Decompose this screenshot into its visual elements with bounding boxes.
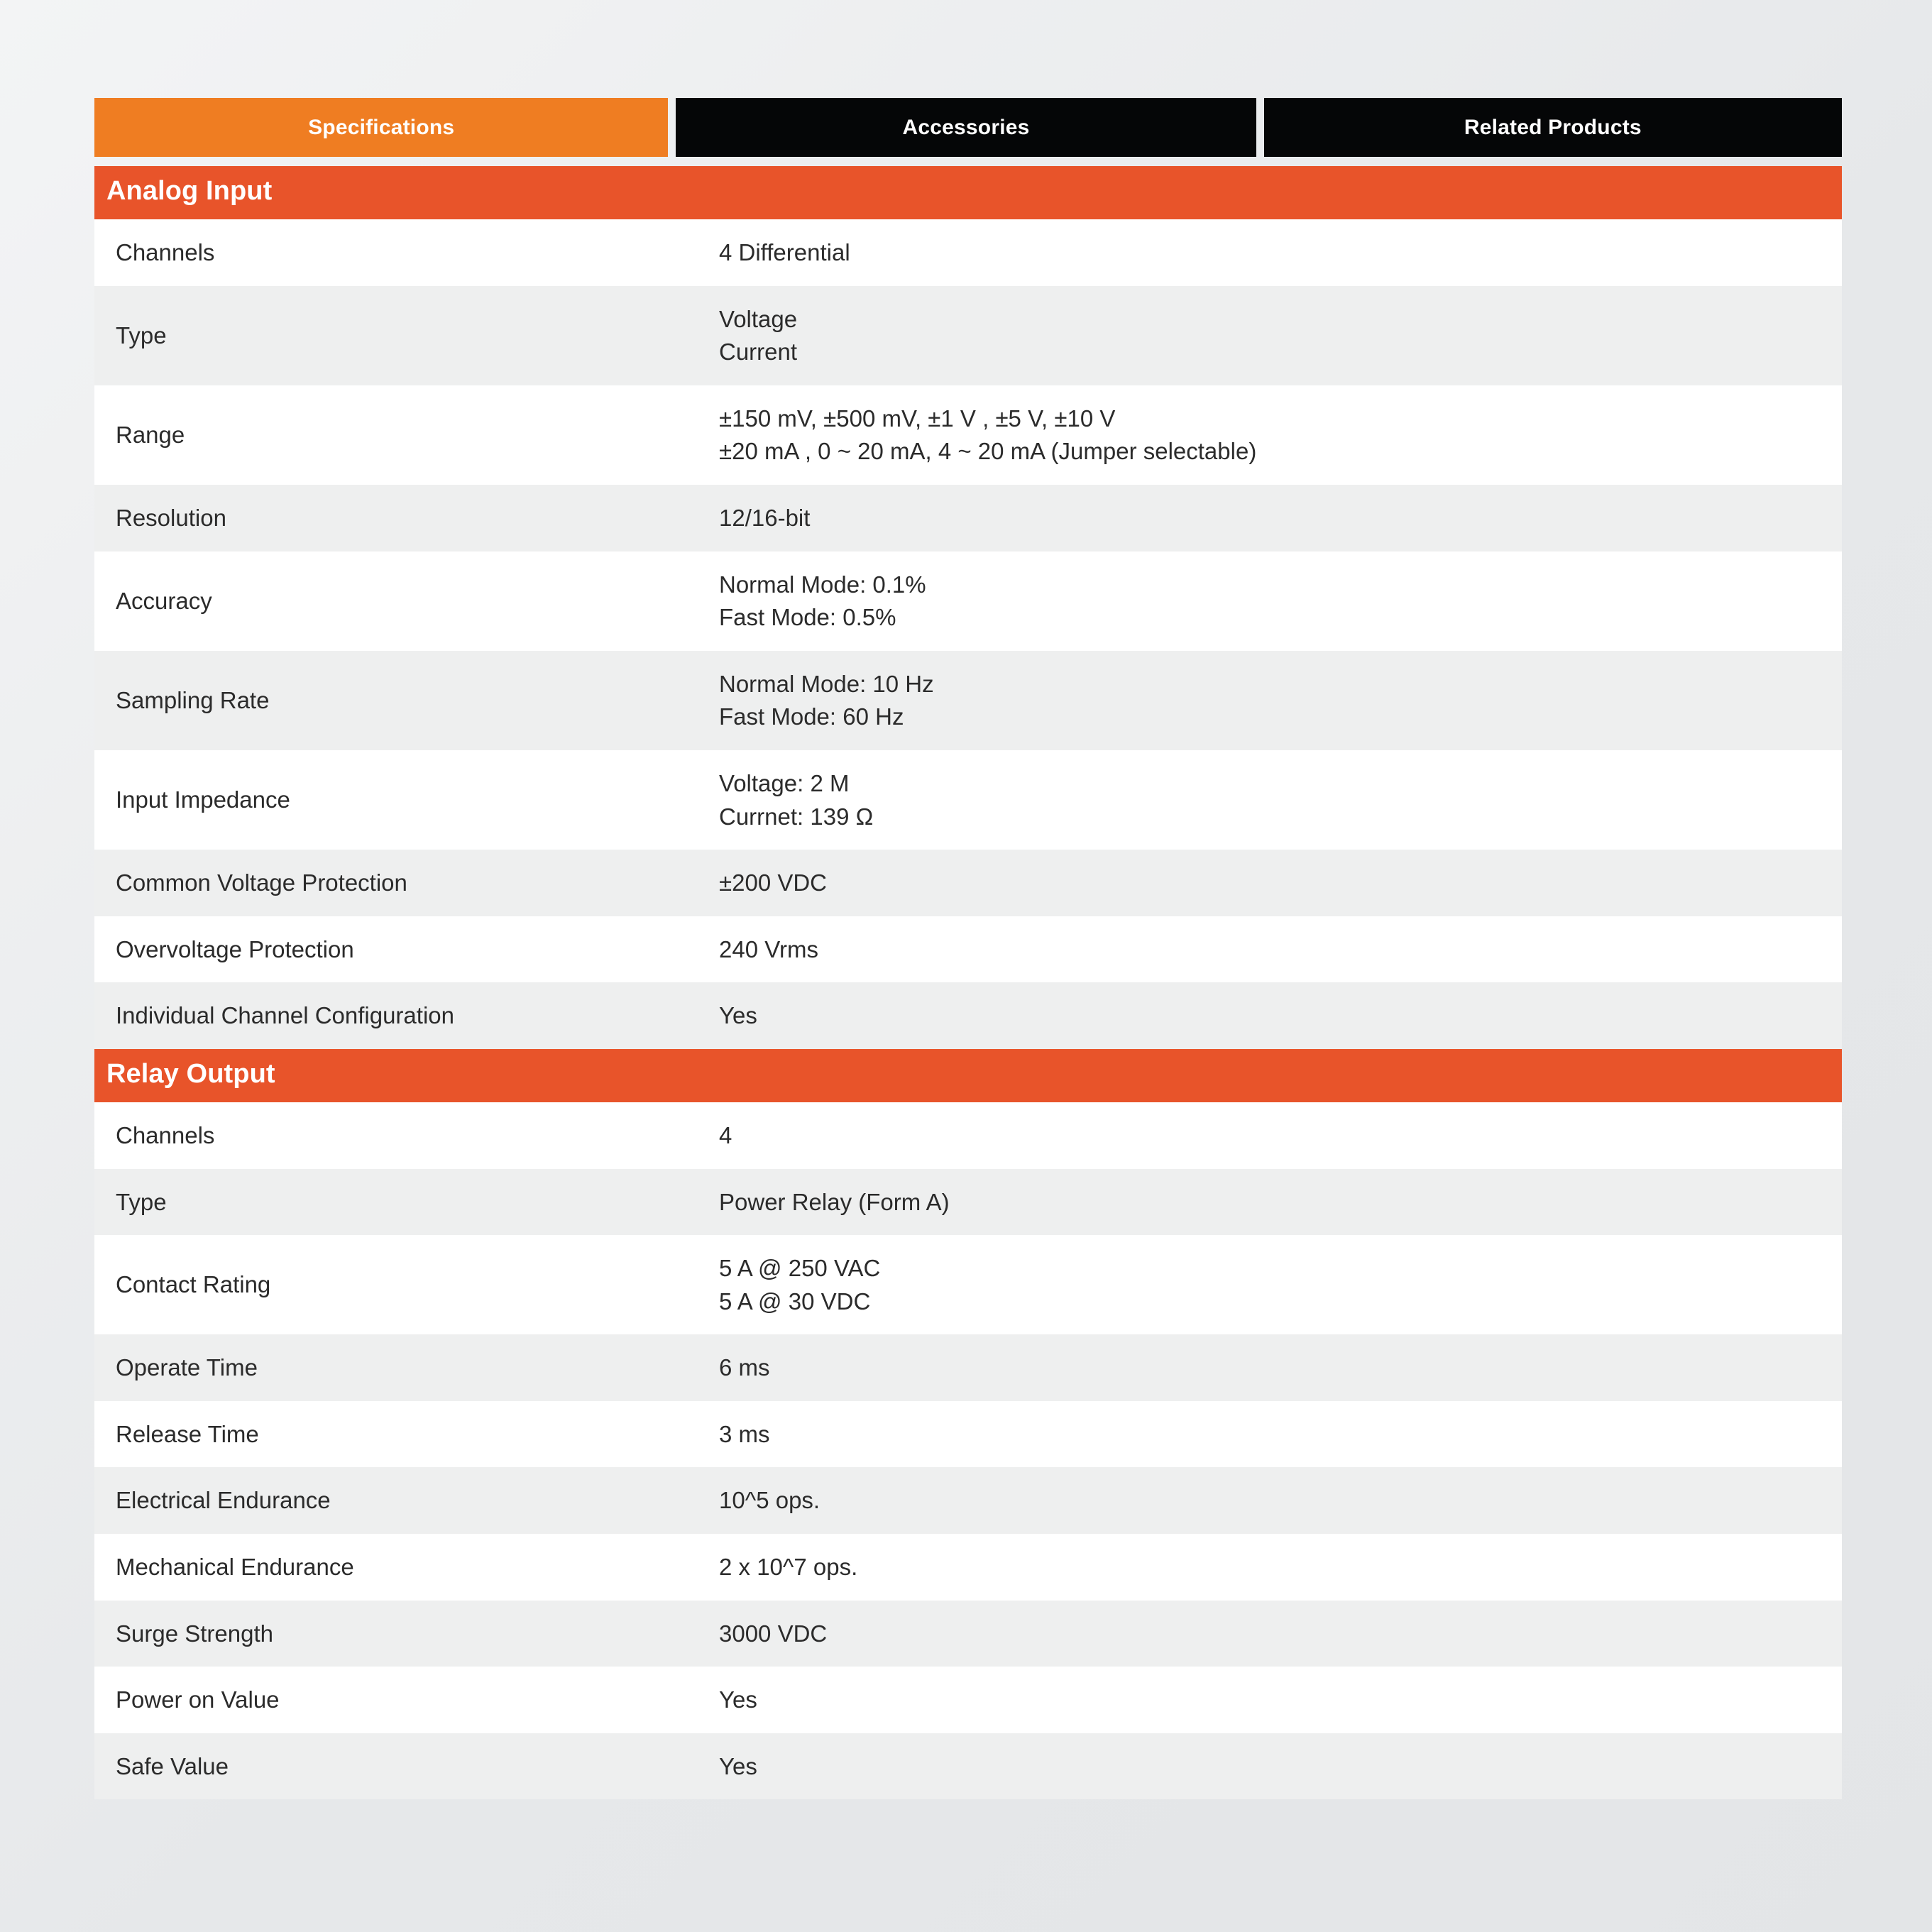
spec-label: Contact Rating <box>94 1235 719 1334</box>
table-row <box>94 850 1842 916</box>
table-row <box>94 1169 1842 1236</box>
spec-value-line: 4 <box>719 1121 732 1148</box>
spec-label: Electrical Endurance <box>94 1467 719 1534</box>
spec-label: Overvoltage Protection <box>94 916 719 983</box>
spec-value <box>719 1235 1842 1334</box>
spec-value <box>719 1401 1842 1468</box>
spec-label: Mechanical Endurance <box>94 1534 719 1601</box>
table-row <box>94 1733 1842 1800</box>
spec-label: Input Impedance <box>94 750 719 850</box>
table-row <box>94 1534 1842 1601</box>
spec-value <box>719 916 1842 983</box>
table-row <box>94 1235 1842 1334</box>
spec-value <box>719 485 1842 551</box>
spec-value-line: 10^5 ops. <box>719 1487 820 1514</box>
spec-value-line: 6 ms <box>719 1354 770 1381</box>
spec-label: Accuracy <box>94 551 719 651</box>
spec-label: Individual Channel Configuration <box>94 982 719 1049</box>
specifications-panel <box>94 98 1842 1799</box>
spec-value-line: Normal Mode: 10 Hz <box>719 670 934 697</box>
table-row <box>94 916 1842 983</box>
spec-value-line: 12/16-bit <box>719 504 811 531</box>
table-row <box>94 219 1842 286</box>
spec-value-line: 5 A @ 250 VAC <box>719 1255 881 1282</box>
table-row <box>94 286 1842 385</box>
spec-value-line: 3 ms <box>719 1420 770 1447</box>
spec-value-line: Yes <box>719 1002 757 1029</box>
tab-bar <box>94 98 1842 157</box>
spec-value-line: Currnet: 139 Ω <box>719 803 874 830</box>
table-row <box>94 1667 1842 1733</box>
spec-value <box>719 1467 1842 1534</box>
spec-value-line: 4 Differential <box>719 239 850 265</box>
section-title: Relay Output <box>94 1049 1842 1102</box>
spec-label: Surge Strength <box>94 1601 719 1667</box>
spec-value-line: Fast Mode: 60 Hz <box>719 703 904 730</box>
spec-label: Channels <box>94 1102 719 1169</box>
spec-value <box>719 385 1842 485</box>
spec-value-line: Current <box>719 339 798 366</box>
spec-label: Resolution <box>94 485 719 551</box>
spec-label: Range <box>94 385 719 485</box>
spec-value <box>719 850 1842 916</box>
table-row <box>94 1401 1842 1468</box>
spec-value <box>719 1534 1842 1601</box>
spec-value-line: ±200 VDC <box>719 869 828 896</box>
table-row <box>94 1102 1842 1169</box>
spec-value-line: 3000 VDC <box>719 1620 828 1647</box>
spec-value-line: ±20 mA , 0 ~ 20 mA, 4 ~ 20 mA (Jumper selectable) <box>719 438 1257 465</box>
spec-value <box>719 750 1842 850</box>
section-header-row <box>94 1049 1842 1102</box>
spec-label: Channels <box>94 219 719 286</box>
table-row <box>94 982 1842 1049</box>
tab-accessories[interactable]: Accessories <box>676 98 1256 157</box>
spec-value <box>719 1169 1842 1236</box>
spec-value <box>719 1733 1842 1800</box>
spec-value-line: Yes <box>719 1686 757 1713</box>
spec-value <box>719 1334 1842 1401</box>
section-header-row <box>94 166 1842 219</box>
spec-label: Power on Value <box>94 1667 719 1733</box>
section-title: Analog Input <box>94 166 1842 219</box>
spec-value-line: ±150 mV, ±500 mV, ±1 V , ±5 V, ±10 V <box>719 405 1116 432</box>
tab-related-products[interactable]: Related Products <box>1264 98 1842 157</box>
spec-value <box>719 1667 1842 1733</box>
spec-value <box>719 551 1842 651</box>
spec-value <box>719 1601 1842 1667</box>
table-row <box>94 1601 1842 1667</box>
tab-specifications[interactable]: Specifications <box>94 98 668 157</box>
spec-value <box>719 286 1842 385</box>
spec-value-line: 5 A @ 30 VDC <box>719 1288 871 1314</box>
spec-value-line: Yes <box>719 1752 757 1779</box>
spec-value-line: Fast Mode: 0.5% <box>719 604 896 631</box>
spec-label: Type <box>94 1169 719 1236</box>
table-row <box>94 651 1842 750</box>
table-row <box>94 750 1842 850</box>
spec-value <box>719 219 1842 286</box>
spec-value <box>719 1102 1842 1169</box>
spec-label: Common Voltage Protection <box>94 850 719 916</box>
table-row <box>94 1467 1842 1534</box>
table-row <box>94 551 1842 651</box>
spec-value-line: 240 Vrms <box>719 935 818 962</box>
spec-label: Type <box>94 286 719 385</box>
spec-value-line: Voltage <box>719 305 798 332</box>
spec-label: Release Time <box>94 1401 719 1468</box>
spec-value-line: Normal Mode: 0.1% <box>719 571 926 598</box>
table-row <box>94 385 1842 485</box>
spec-value-line: Voltage: 2 M <box>719 769 850 796</box>
spec-value-line: Power Relay (Form A) <box>719 1188 950 1215</box>
spec-value-line: 2 x 10^7 ops. <box>719 1554 858 1581</box>
spec-value <box>719 982 1842 1049</box>
spec-label: Operate Time <box>94 1334 719 1401</box>
table-row <box>94 1334 1842 1401</box>
spec-value <box>719 651 1842 750</box>
spec-label: Safe Value <box>94 1733 719 1800</box>
spec-label: Sampling Rate <box>94 651 719 750</box>
specifications-table <box>94 166 1842 1799</box>
table-row <box>94 485 1842 551</box>
